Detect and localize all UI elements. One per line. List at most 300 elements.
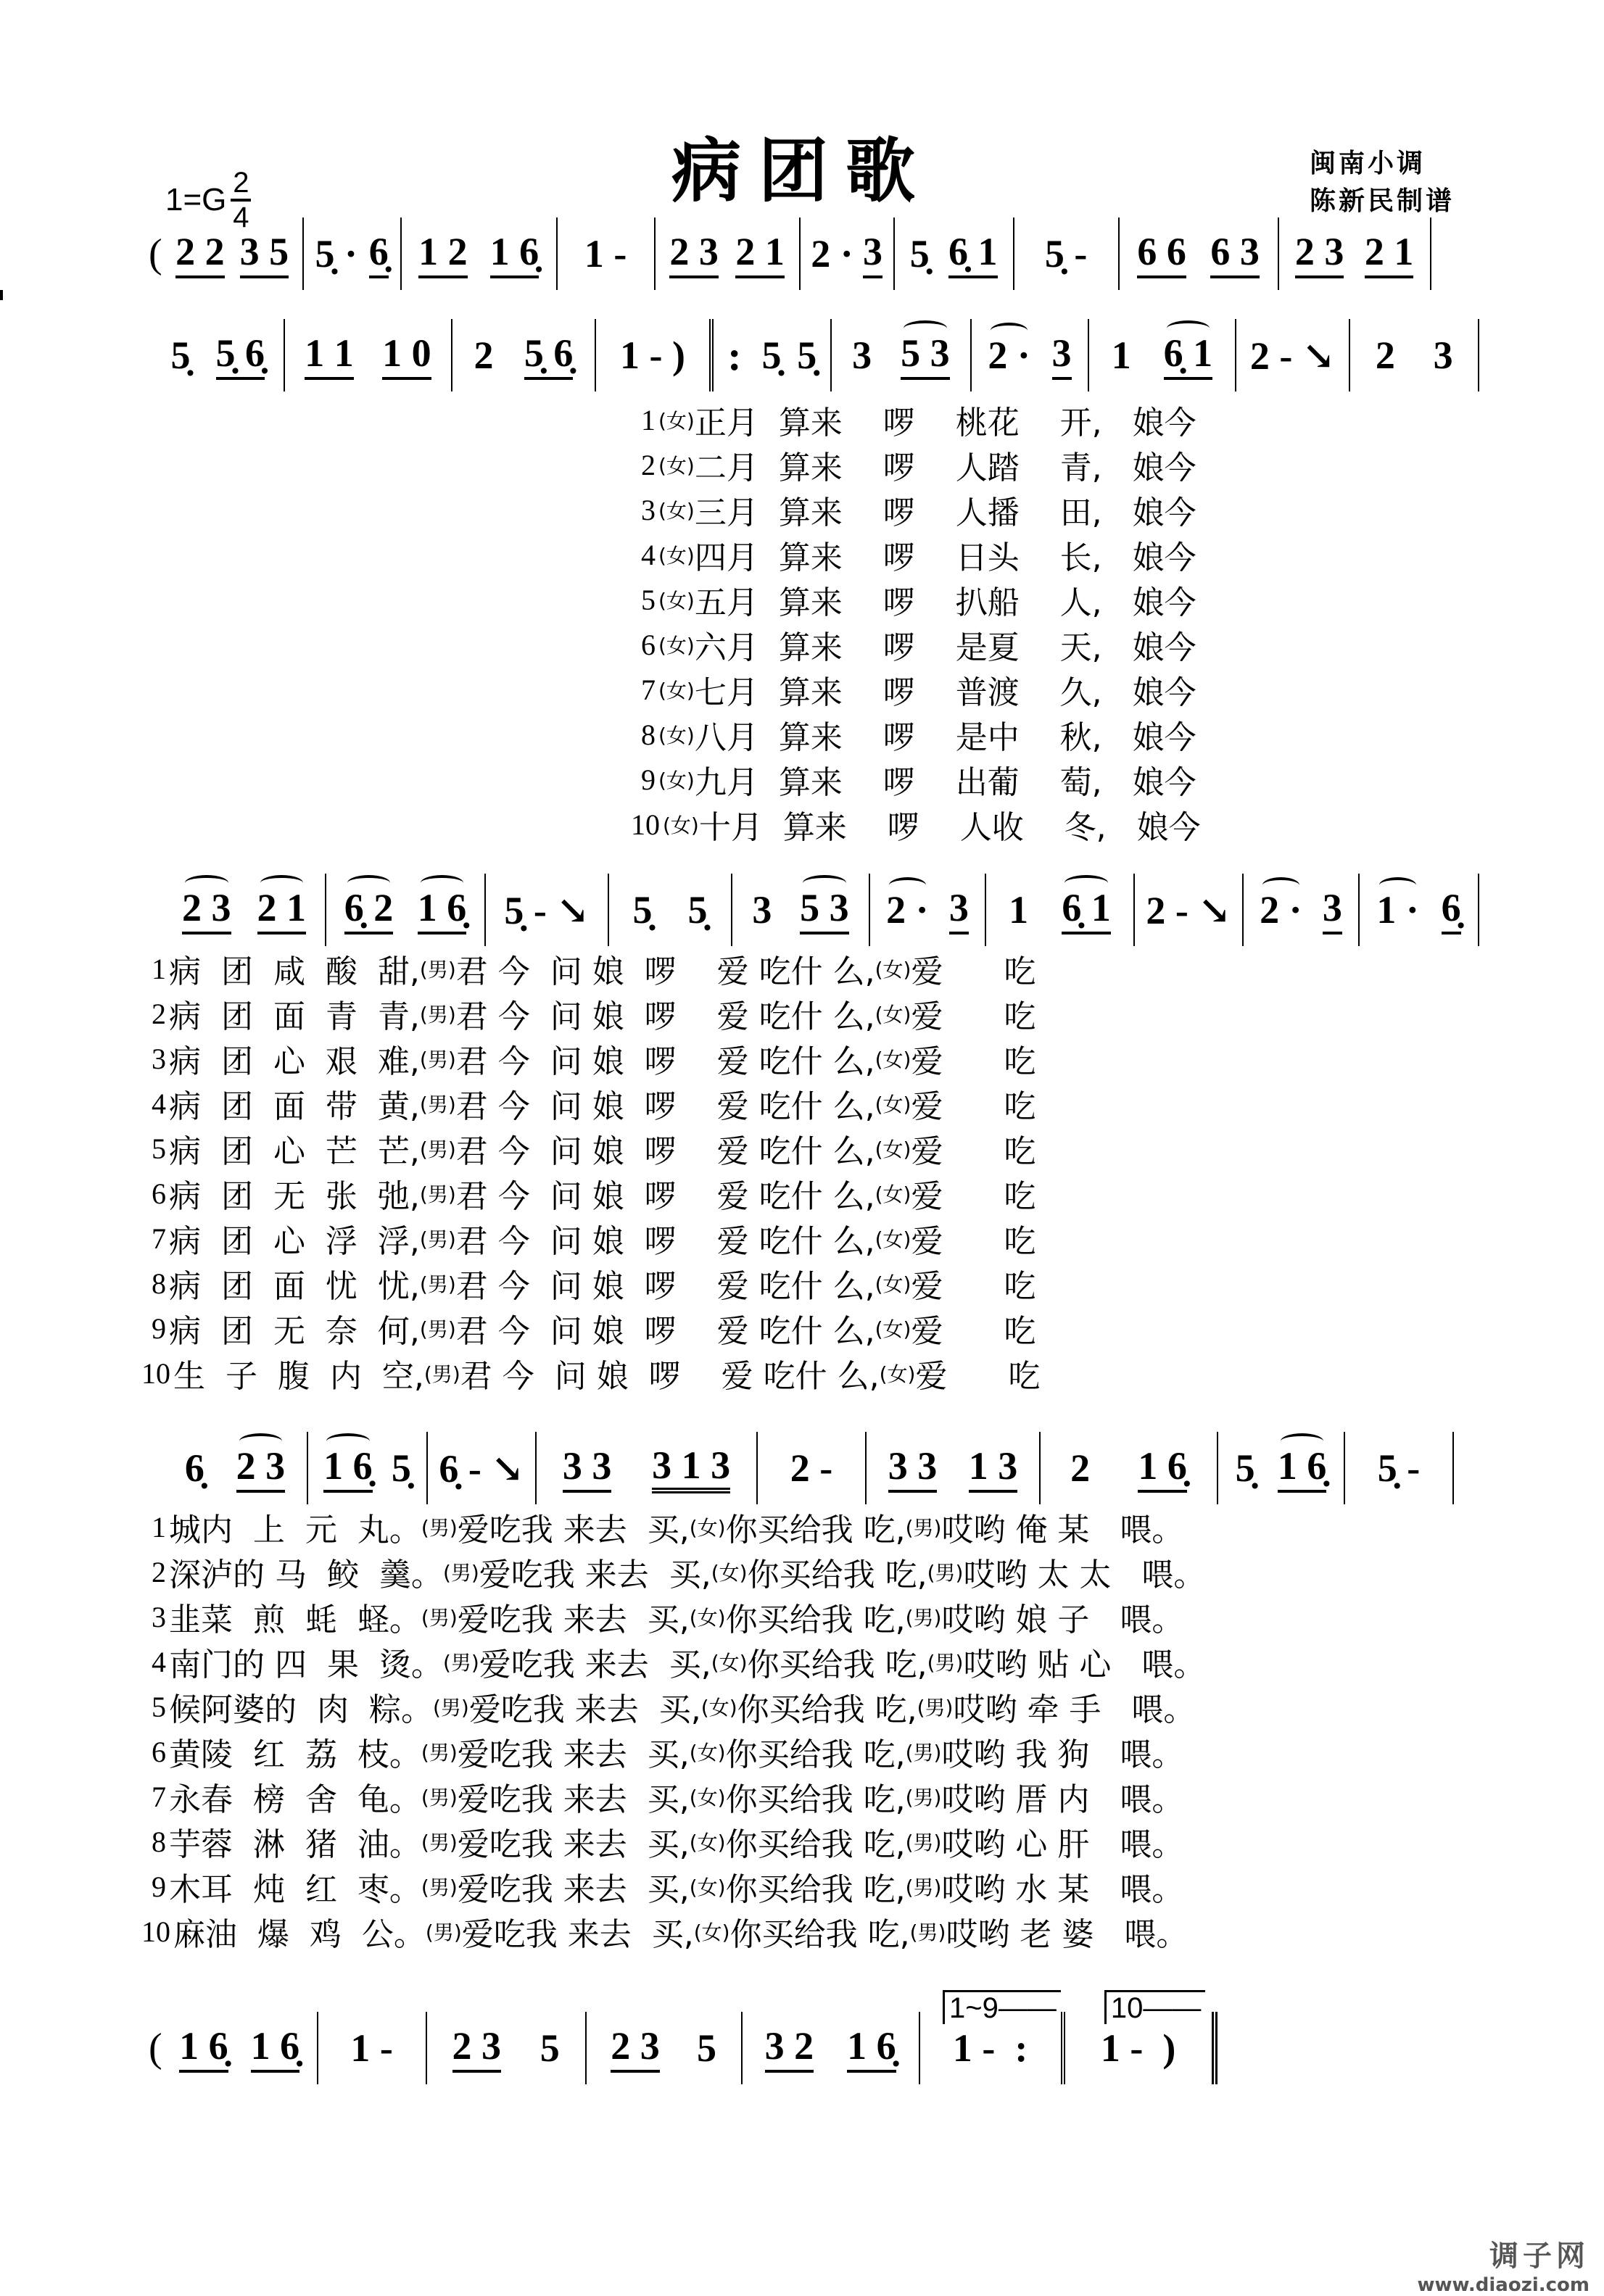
role-marker: (男) — [419, 1137, 456, 1161]
role-marker: (男) — [442, 1651, 479, 1675]
note-group: 2 · — [1260, 888, 1302, 932]
role-marker: (女) — [658, 409, 695, 433]
verse-number: 8 — [641, 718, 656, 751]
note-group: 3 — [1433, 333, 1453, 377]
lyric-text: 爱 吃 — [911, 1268, 1036, 1305]
lyric-line — [141, 1639, 1205, 1684]
verse-number: 1 — [152, 952, 166, 985]
lyric-text: 哎哟 俺 某 喂。 — [941, 1512, 1184, 1549]
lyric-text: 你买给我 吃, — [725, 1826, 906, 1863]
lyric-text: 黄陵 红 荔 枝。 — [169, 1736, 421, 1773]
genre-label: 闽南小调 — [1310, 149, 1426, 178]
lyric-text: 爱吃我 来去 买, — [479, 1557, 711, 1593]
note-group: 5 3 — [800, 885, 849, 934]
measure — [801, 217, 895, 290]
lyric-text: 病 团 面 忧 忧, — [169, 1268, 420, 1305]
note-group: 5̣ — [632, 888, 653, 932]
note-group: 6 6 — [1137, 229, 1186, 278]
note-group: 3 — [1323, 885, 1342, 934]
lyric-text: 深泸的 马 鲛 羹。 — [169, 1557, 443, 1593]
verse-number: 2 — [152, 997, 166, 1030]
role-marker: (男) — [927, 1561, 964, 1585]
measure-volta-1 — [920, 2012, 1065, 2084]
role-marker: (女) — [875, 1317, 911, 1341]
lyric-text: 爱 吃 — [911, 1178, 1036, 1215]
note-group: 6̣ 1 — [1164, 331, 1213, 380]
verse-number: 3 — [152, 1042, 166, 1075]
role-marker: (女) — [689, 1786, 726, 1810]
page-edge-mark — [0, 290, 3, 300]
verse-number: 9 — [152, 1311, 166, 1345]
measure — [1135, 874, 1244, 946]
note-group: 2 3 — [669, 229, 719, 278]
lyric-text: 哎哟 牵 手 喂。 — [953, 1691, 1196, 1728]
role-marker: (男) — [421, 1786, 458, 1810]
lyric-line — [141, 1261, 1035, 1306]
lyric-text: 你买给我 吃, — [729, 1916, 910, 1953]
song-meta — [1310, 145, 1455, 220]
note-group: 6̣ — [1442, 885, 1461, 934]
lyric-text: 哎哟 太 太 喂。 — [963, 1557, 1206, 1593]
lyric-text: 爱 吃 — [911, 1223, 1036, 1260]
lyric-line — [141, 1351, 1040, 1396]
measure — [1014, 217, 1120, 290]
lyric-text: 你买给我 吃, — [747, 1646, 927, 1683]
note-group: 1 2 — [418, 229, 468, 278]
verse-number: 6 — [152, 1735, 166, 1768]
watermark-brand: 调子网 — [1489, 2239, 1589, 2273]
watermark — [1418, 2233, 1590, 2296]
note-group: 6̣ - ↘ — [439, 1447, 524, 1491]
staff-line-3 — [163, 874, 1479, 946]
lyric-text: 爱 吃 — [911, 953, 1036, 990]
staff-line-1 — [149, 217, 1476, 290]
lyric-line — [141, 1081, 1035, 1126]
lyric-text: 韭菜 煎 蚝 蛏。 — [169, 1601, 421, 1638]
key-label: 1=G — [165, 182, 227, 217]
lyric-line — [141, 1216, 1035, 1261]
lyric-text: 爱 吃 — [911, 998, 1036, 1035]
note-group: 2 - ↘ — [1146, 889, 1231, 932]
lyric-text: 君 今 问 娘 啰 爱 吃什 么, — [455, 953, 875, 990]
measure — [1218, 1432, 1345, 1504]
lyric-text: 你买给我 吃, — [725, 1781, 906, 1818]
lyric-text: 哎哟 贴 心 喂。 — [963, 1646, 1206, 1683]
staff-line-4 — [163, 1432, 1479, 1504]
lyric-text: 病 团 无 张 弛, — [169, 1178, 420, 1215]
lyric-text: 君 今 问 娘 啰 爱 吃什 么, — [460, 1358, 880, 1395]
lyric-line — [631, 757, 1196, 802]
measure — [152, 319, 285, 391]
lyric-text: 爱吃我 来去 买, — [457, 1601, 690, 1638]
lyric-text: 候阿婆的 肉 粽。 — [169, 1691, 433, 1728]
lyric-text: 君 今 问 娘 啰 爱 吃什 么, — [455, 1178, 875, 1215]
note-group: 2 1 — [735, 229, 785, 278]
lyric-text: 爱 吃 — [911, 1088, 1036, 1125]
lyric-text: 你买给我 吃, — [725, 1512, 906, 1549]
role-marker: (女) — [693, 1920, 730, 1944]
note-group: 2 - — [790, 1446, 833, 1490]
note-group: 6̣ — [369, 229, 389, 278]
role-marker: (女) — [875, 1182, 911, 1206]
lyric-text: 六月 算来 啰 是夏 天, 娘今 — [694, 629, 1196, 666]
measure — [986, 874, 1135, 946]
lyric-text: 八月 算来 啰 是中 秋, 娘今 — [694, 719, 1196, 756]
role-marker: (女) — [689, 1876, 726, 1899]
lyric-text: 你买给我 吃, — [747, 1557, 927, 1593]
role-marker: (男) — [905, 1606, 942, 1630]
note-group: 5̣ — [797, 333, 817, 377]
lyric-text: 病 团 心 艰 难, — [169, 1043, 420, 1080]
role-marker: (男) — [423, 1362, 460, 1386]
verse-number: 9 — [641, 763, 656, 796]
note-group: 5̣ · — [315, 232, 358, 275]
note-group: 2 3 — [452, 2023, 502, 2073]
note-group: 1 · — [1376, 888, 1419, 932]
staff-line-2 — [152, 319, 1479, 391]
note-group: 6̣ 1 — [1062, 885, 1111, 934]
lyric-text: 病 团 心 浮 浮, — [169, 1223, 420, 1260]
verse-number: 3 — [641, 493, 656, 526]
watermark-url: www.diaozi.com — [1417, 2274, 1589, 2296]
arranger-label: 陈新民制谱 — [1310, 186, 1455, 216]
role-marker: (女) — [875, 1137, 911, 1161]
measure — [427, 2012, 587, 2084]
role-marker: (女) — [663, 813, 699, 837]
note-group: 2 1 — [257, 885, 307, 934]
note-group: 5̣ — [170, 333, 191, 377]
measure — [285, 319, 453, 391]
note-group: 5̣ - ↘ — [504, 889, 590, 932]
measure — [162, 217, 304, 290]
measure — [486, 874, 609, 946]
volta-1-9: 1~9—— — [943, 1990, 1061, 2024]
measure — [304, 217, 402, 290]
verse-number: 5 — [152, 1132, 166, 1165]
note-group: 3 — [752, 888, 772, 932]
lyric-line — [141, 946, 1035, 991]
role-marker: (男) — [419, 1182, 456, 1206]
lyric-text: 城内 上 元 丸。 — [169, 1512, 421, 1549]
staff-line-5 — [149, 2012, 1251, 2084]
note-group: 2 1 — [1365, 229, 1414, 278]
note-group: 1 - ) — [1100, 2026, 1176, 2070]
note-group: 5̣ 6̣ — [216, 331, 265, 380]
lyric-text: 爱 吃 — [911, 1133, 1036, 1170]
note-group: 6̣ — [184, 1446, 204, 1490]
measure — [537, 1432, 758, 1504]
note-group: 2 · — [988, 333, 1030, 377]
note-group: 2 — [1070, 1446, 1091, 1490]
measure — [428, 1432, 537, 1504]
note-group: 3 — [1052, 331, 1072, 380]
role-marker: (男) — [419, 958, 456, 982]
time-sig-top: 2 — [233, 167, 249, 199]
verse-number: 8 — [152, 1267, 166, 1300]
measure — [972, 319, 1090, 391]
verse-number: 4 — [152, 1645, 166, 1678]
note-group: 5̣ - — [1377, 1446, 1421, 1490]
measure — [1236, 319, 1351, 391]
measure — [656, 217, 801, 290]
lyric-text: 病 团 无 奈 何, — [169, 1313, 420, 1350]
measure — [714, 319, 832, 391]
lyric-text: 哎哟 老 婆 喂。 — [946, 1916, 1188, 1953]
measure — [163, 874, 326, 946]
role-marker: (男) — [909, 1920, 946, 1944]
note-group: 2 3 — [182, 885, 231, 934]
note-group: 5 — [540, 2026, 560, 2070]
role-marker: (女) — [658, 544, 695, 568]
role-marker: (男) — [421, 1741, 458, 1765]
lyric-line — [631, 532, 1196, 577]
note-group: 3 2 — [765, 2023, 814, 2073]
note-group: 3 3 — [563, 1443, 612, 1493]
open-paren: ( — [149, 231, 162, 276]
lyric-text: 病 团 咸 酸 甜, — [169, 953, 420, 990]
lyric-text: 爱吃我 来去 买, — [457, 1512, 690, 1549]
measure — [870, 874, 986, 946]
lyric-text: 爱 吃 — [911, 1313, 1036, 1350]
lyric-text: 君 今 问 娘 啰 爱 吃什 么, — [455, 1043, 875, 1080]
lyric-line — [631, 667, 1196, 712]
role-marker: (男) — [442, 1561, 479, 1585]
lyric-text: 五月 算来 啰 扒船 人, 娘今 — [694, 584, 1196, 621]
note-group: 1 — [1111, 333, 1131, 377]
measure — [1345, 1432, 1454, 1504]
lyric-text: 爱吃我 来去 买, — [457, 1826, 690, 1863]
measure — [308, 1432, 428, 1504]
role-marker: (女) — [875, 1048, 911, 1072]
note-group: 1 3 — [969, 1443, 1018, 1493]
note-group: 6̣ 2 — [344, 885, 394, 934]
role-marker: (男) — [421, 1606, 458, 1630]
role-marker: (男) — [905, 1876, 942, 1899]
measure — [867, 1432, 1041, 1504]
lyric-line — [631, 442, 1196, 487]
measure — [758, 1432, 867, 1504]
role-marker: (女) — [879, 1362, 916, 1386]
verse-number: 3 — [152, 1600, 166, 1633]
verse-number: 4 — [152, 1087, 166, 1120]
lyric-text: 生 子 腹 内 空, — [173, 1358, 424, 1395]
role-marker: (女) — [875, 1272, 911, 1296]
verse-number: 4 — [641, 538, 656, 571]
lyric-text: 七月 算来 啰 普渡 久, 娘今 — [694, 674, 1196, 711]
note-group: 1 — [1009, 888, 1029, 932]
measure — [1279, 217, 1431, 290]
role-marker: (女) — [658, 454, 695, 478]
lyric-line — [141, 1774, 1183, 1819]
lyric-line — [141, 1126, 1035, 1171]
lyric-text: 病 团 面 带 黄, — [169, 1088, 420, 1125]
role-marker: (女) — [689, 1741, 726, 1765]
measure — [1350, 319, 1479, 391]
note-group: 2 - ↘ — [1249, 334, 1336, 378]
role-marker: (女) — [700, 1696, 737, 1720]
lyric-text: 南门的 四 果 烫。 — [169, 1646, 443, 1683]
note-group: 2 · — [811, 232, 853, 275]
role-marker: (女) — [711, 1651, 748, 1675]
verse-number: 9 — [152, 1870, 166, 1903]
role-marker: (男) — [419, 1317, 456, 1341]
verse-number: 6 — [152, 1177, 166, 1210]
note-group: 3 5 — [240, 229, 289, 278]
note-group: 3 1 3 — [652, 1443, 730, 1493]
note-group: 2 3 — [236, 1443, 286, 1493]
note-group: 5̣ — [909, 232, 930, 275]
measure — [1360, 874, 1479, 946]
lyric-text: 芋蓉 淋 猪 油。 — [169, 1826, 421, 1863]
note-group: 1 6̣ — [251, 2023, 300, 2073]
note-group: 5̣ - — [1044, 232, 1088, 275]
lyric-text: 正月 算来 啰 桃花 开, 娘今 — [694, 405, 1196, 442]
lyric-text: 你买给我 吃, — [725, 1871, 906, 1908]
lyric-text: 君 今 问 娘 啰 爱 吃什 么, — [455, 998, 875, 1035]
role-marker: (男) — [421, 1831, 458, 1854]
note-group: 2 2 — [175, 229, 225, 278]
lyric-text: 四月 算来 啰 日头 长, 娘今 — [694, 539, 1196, 576]
note-group: 5 — [697, 2026, 717, 2070]
measure — [832, 319, 971, 391]
lyric-text: 君 今 问 娘 啰 爱 吃什 么, — [455, 1313, 875, 1350]
note-group: 2 3 — [611, 2023, 660, 2073]
role-marker: (男) — [421, 1876, 458, 1899]
note-group: 1 6̣ — [847, 2023, 896, 2073]
lyric-line — [141, 1819, 1183, 1864]
lyric-text: 哎哟 我 狗 喂。 — [941, 1736, 1184, 1773]
lyric-line — [631, 487, 1196, 532]
lyric-text: 哎哟 心 肝 喂。 — [941, 1826, 1184, 1863]
role-marker: (男) — [419, 1227, 456, 1251]
measure — [318, 2012, 427, 2084]
measure — [732, 874, 870, 946]
note-group: 5̣ — [1235, 1446, 1255, 1490]
lyric-text: 麻油 爆 鸡 公。 — [173, 1916, 426, 1953]
note-group: 2 — [1375, 333, 1395, 377]
role-marker: (女) — [658, 768, 695, 792]
open-paren: ( — [149, 2026, 162, 2071]
note-group: 6̣ 1 — [948, 229, 998, 278]
verse-number: 2 — [152, 1555, 166, 1588]
lyric-text: 爱 吃 — [911, 1043, 1036, 1080]
role-marker: (女) — [711, 1561, 748, 1585]
note-group: 3 — [852, 333, 872, 377]
lyric-text: 哎哟 娘 子 喂。 — [941, 1601, 1184, 1638]
lyric-text: 三月 算来 啰 人播 田, 娘今 — [694, 494, 1196, 531]
lyric-text: 哎哟 水 某 喂。 — [941, 1871, 1184, 1908]
note-group: 5̣ — [687, 888, 708, 932]
lyric-line — [631, 712, 1196, 757]
lyric-line — [631, 802, 1201, 847]
verse-number: 1 — [152, 1510, 166, 1543]
role-marker: (女) — [689, 1516, 726, 1540]
lyric-line — [141, 1909, 1188, 1954]
volta-10: 10—— — [1104, 1990, 1206, 2024]
lyric-text: 你买给我 吃, — [725, 1601, 906, 1638]
note-group: 5̣ — [761, 333, 782, 377]
role-marker: (男) — [905, 1516, 942, 1540]
measure — [162, 2012, 318, 2084]
role-marker: (女) — [875, 1227, 911, 1251]
measure — [1244, 874, 1360, 946]
lyric-text: 爱吃我 来去 买, — [457, 1781, 690, 1818]
verse-number: 6 — [641, 628, 656, 661]
role-marker: (女) — [658, 679, 695, 703]
note-group: 1 6̣ — [1138, 1443, 1187, 1493]
measure — [587, 2012, 743, 2084]
measure — [452, 319, 595, 391]
verse-number: 2 — [641, 448, 656, 481]
role-marker: (男) — [419, 1093, 456, 1116]
measure — [895, 217, 1014, 290]
lyric-text: 君 今 问 娘 啰 爱 吃什 么, — [455, 1088, 875, 1125]
lyric-text: 爱吃我 来去 买, — [479, 1646, 711, 1683]
lyric-text: 君 今 问 娘 啰 爱 吃什 么, — [455, 1223, 875, 1260]
role-marker: (男) — [419, 1003, 456, 1027]
lyric-line — [631, 577, 1196, 622]
role-marker: (男) — [421, 1516, 458, 1540]
role-marker: (男) — [419, 1048, 456, 1072]
note-group: 1 1 — [305, 331, 354, 380]
measure — [596, 319, 714, 391]
note-group: 6 3 — [1210, 229, 1260, 278]
lyric-text: 君 今 问 娘 啰 爱 吃什 么, — [455, 1133, 875, 1170]
verse-number: 5 — [152, 1690, 166, 1723]
note-group: 1 - : — [952, 2026, 1028, 2070]
measure — [163, 1432, 308, 1504]
verse-number: 7 — [152, 1780, 166, 1813]
verse-number: 5 — [641, 583, 656, 616]
note-group: 2 3 — [1295, 229, 1344, 278]
note-group: 1 6̣ — [323, 1443, 373, 1493]
measure — [326, 874, 486, 946]
lyric-line — [141, 1729, 1183, 1774]
role-marker: (女) — [875, 958, 911, 982]
role-marker: (女) — [689, 1606, 726, 1630]
role-marker: (男) — [905, 1831, 942, 1854]
note-group: 5̣ — [391, 1446, 411, 1490]
role-marker: (男) — [905, 1786, 942, 1810]
lyric-line — [141, 1864, 1183, 1909]
lyric-text: 永春 榜 舍 龟。 — [169, 1781, 421, 1818]
note-group: 3 3 — [888, 1443, 938, 1493]
role-marker: (男) — [917, 1696, 954, 1720]
measure — [1089, 319, 1236, 391]
note-group: 1 6̣ — [418, 885, 467, 934]
lyric-text: 你买给我 吃, — [737, 1691, 917, 1728]
role-marker: (男) — [432, 1696, 469, 1720]
measure — [1120, 217, 1279, 290]
lyric-text: 十月 算来 啰 人收 冬, 娘今 — [698, 809, 1201, 846]
lyric-text: 病 团 面 青 青, — [169, 998, 420, 1035]
note-group: 1 0 — [382, 331, 431, 380]
note-group: 1 - ) — [619, 333, 685, 377]
role-marker: (女) — [658, 589, 695, 613]
measure-volta-2 — [1065, 2012, 1218, 2084]
measure — [1041, 1432, 1218, 1504]
verse-number: 10 — [141, 1915, 170, 1948]
lyric-line — [141, 1171, 1035, 1216]
lyric-line — [141, 991, 1035, 1036]
lyric-text: 九月 算来 啰 出葡 萄, 娘今 — [694, 764, 1196, 801]
role-marker: (女) — [658, 724, 695, 747]
lyric-line — [631, 397, 1196, 442]
lyric-text: 二月 算来 啰 人踏 青, 娘今 — [694, 449, 1196, 486]
time-sig-bottom: 4 — [233, 202, 249, 233]
lyric-line — [141, 1306, 1035, 1351]
note-group: 1 6̣ — [179, 2023, 228, 2073]
